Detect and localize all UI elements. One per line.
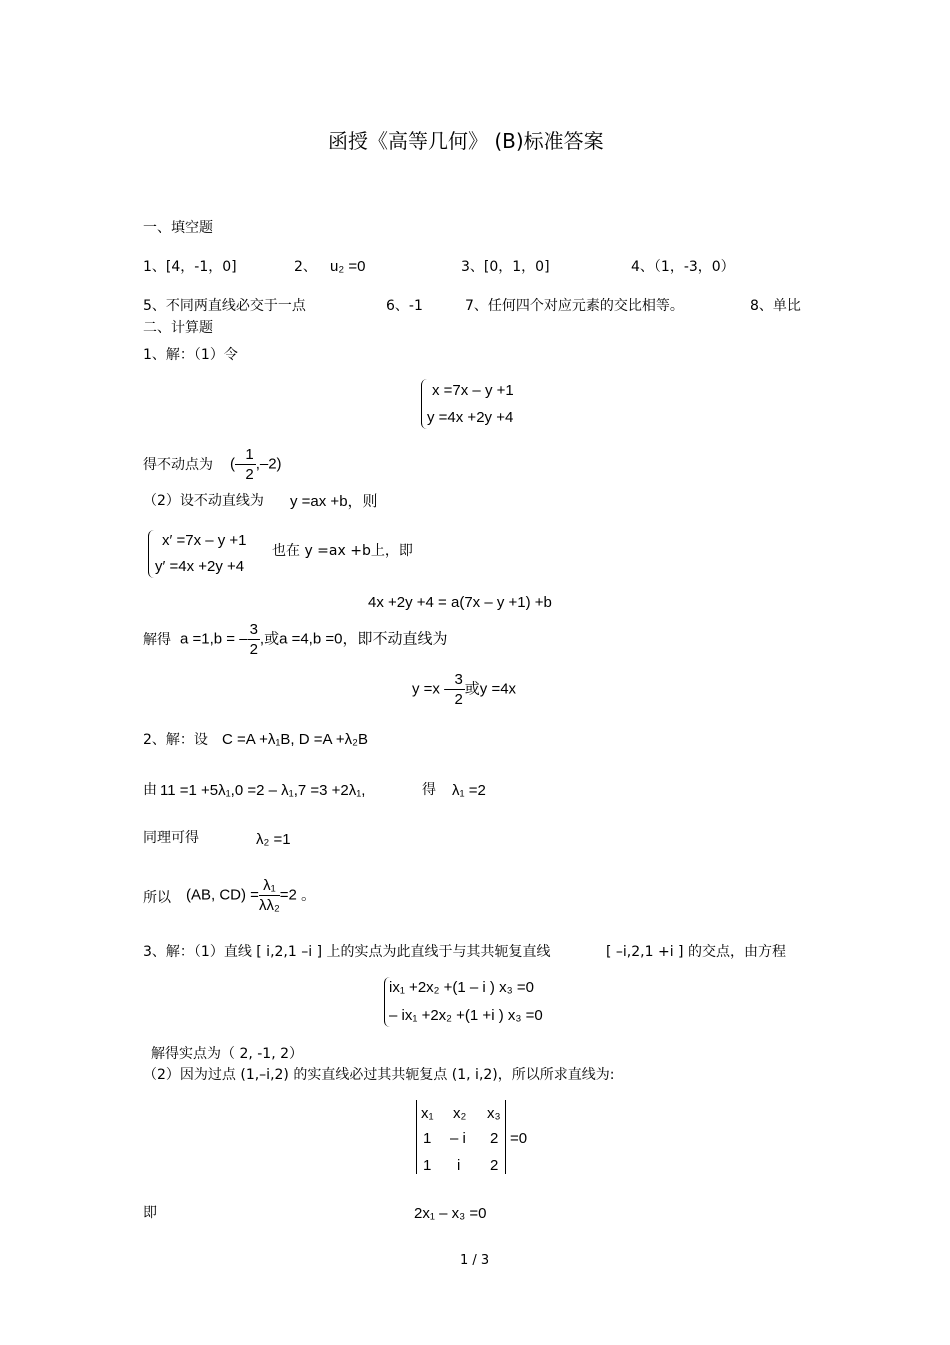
fill-answer-7: 7、任何四个对应元素的交比相等。 (465, 298, 684, 314)
p2-so-pre: (AB, CD) = (186, 886, 259, 904)
p1-fixed-num: 1 (245, 446, 254, 463)
p3-det-r1c3: x₃ (487, 1105, 501, 1122)
p1-fixed-point (230, 447, 282, 482)
section-calc-heading: 二、计算题 (143, 320, 213, 336)
p2-heading: 2、解：设 (143, 732, 208, 748)
p1-final-eq (412, 672, 516, 707)
p1-solve-label: 解得 (143, 632, 171, 648)
p3-det-r2c1: 1 (423, 1130, 432, 1147)
p1-part2-eq: y =ax +b，则 (290, 493, 378, 510)
section-fill-heading: 一、填空题 (143, 220, 213, 236)
p1-solve-eq (180, 622, 447, 657)
p1-system2-eq2: y′ =4x +2y +4 (155, 558, 245, 575)
fill-answer-5: 5、不同两直线必交于一点 (143, 298, 306, 314)
p1-solve-den: 2 (249, 641, 258, 658)
p3-det-r1c2: x₂ (453, 1105, 467, 1122)
p3-det-r3c1: 1 (423, 1157, 432, 1174)
p2-cross-ratio (186, 878, 316, 913)
p1-system2-brace (148, 530, 155, 578)
p2-get-label: 得 (422, 782, 436, 798)
p3-ji-eq: 2x₁ – x₃ =0 (414, 1205, 487, 1222)
p2-same-label: 同理可得 (143, 830, 199, 846)
p1-heading: 1、解：（1）令 (143, 347, 238, 363)
p3-det-left-bar (416, 1100, 417, 1174)
p1-system1-eq2: y =4x +2y +4 (427, 409, 514, 426)
p3-det-r2c3: 2 (490, 1130, 499, 1147)
p1-fixed-den: 2 (245, 466, 254, 483)
p2-get-eq: λ₁ =2 (452, 782, 486, 799)
p1-system1-eq1: x =7x – y +1 (432, 382, 514, 399)
p2-by-label: 由 (143, 782, 157, 798)
p1-fixed-pre: (– (230, 455, 244, 473)
p3-det-right-bar (505, 1100, 506, 1174)
p1-part2-label: （2）设不动直线为 (143, 493, 264, 509)
p1-solve-pre: a =1,b = – (180, 630, 248, 648)
page-title: 函授《高等几何》 (B)标准答案 (328, 129, 604, 153)
p3-det-r3c3: 2 (490, 1157, 499, 1174)
p1-solve-post: ,或a =4,b =0，即不动直线为 (259, 630, 448, 648)
p3-det-r3c2: i (457, 1157, 461, 1174)
p2-by-eq: 11 =1 +5λ₁,0 =2 – λ₁,7 =3 +2λ₁, (160, 782, 366, 799)
p2-so-num: λ₁ (259, 878, 280, 896)
p1-equation: 4x +2y +4 = a(7x – y +1) +b (368, 594, 552, 611)
p1-system2-eq1: x′ =7x – y +1 (162, 532, 247, 549)
fill-answer-4: 4、（1，-3，0） (631, 259, 735, 275)
p3-system-eq1: ix₁ +2x₂ +(1 – i ) x₃ =0 (389, 979, 534, 996)
p3-det-r2c2: – i (450, 1130, 466, 1147)
p2-so-post: =2 。 (279, 886, 317, 904)
p3-ji-label: 即 (143, 1205, 157, 1221)
p3-det-equals: =0 (510, 1130, 528, 1147)
p1-final-num: 3 (454, 671, 463, 688)
p2-same-eq: λ₂ =1 (256, 831, 291, 848)
p1-final-post: 或y =4x (464, 680, 517, 698)
fill-answer-6: 6、-1 (386, 298, 423, 314)
fill-answer-8: 8、单比 (750, 298, 801, 314)
fill-answer-1: 1、[4，-1，0] (143, 259, 237, 275)
p1-fixed-label: 得不动点为 (143, 457, 213, 473)
p3-heading: 3、解：（1）直线 [ i,2,1 –i ] 上的实点为此直线于与其共轭复直线 (143, 944, 551, 960)
p1-fixed-post: ,–2) (255, 455, 282, 473)
p3-part2: （2）因为过点 (1,–i,2) 的实直线必过其共轭复点 (1, i,2)，所以所求直线为: (143, 1067, 615, 1083)
p1-also-text: 也在 y =ax +b上，即 (272, 543, 413, 559)
p3-heading-cont: [ –i,2,1 +i ] 的交点，由方程 (606, 944, 786, 960)
p3-det-r1c1: x₁ (421, 1105, 434, 1122)
p1-final-den: 2 (454, 691, 463, 708)
p3-system-eq2: – ix₁ +2x₂ +(1 +i ) x₃ =0 (389, 1007, 543, 1024)
p1-final-pre: y =x – (412, 680, 453, 698)
p2-so-label: 所以 (143, 890, 171, 906)
page-number: 1 / 3 (460, 1253, 490, 1268)
p2-so-den: λλ₂ (258, 897, 280, 914)
fill-answer-3: 3、[0，1，0] (461, 259, 550, 275)
p3-real-point: 解得实点为（ 2, -1, 2） (151, 1046, 304, 1062)
fill-answer-2-label: 2、 (294, 259, 317, 275)
p1-solve-num: 3 (249, 621, 258, 638)
p2-heading-eq: C =A +λ₁B, D =A +λ₂B (222, 731, 368, 748)
fill-answer-2-value: u₂ =0 (330, 258, 366, 275)
